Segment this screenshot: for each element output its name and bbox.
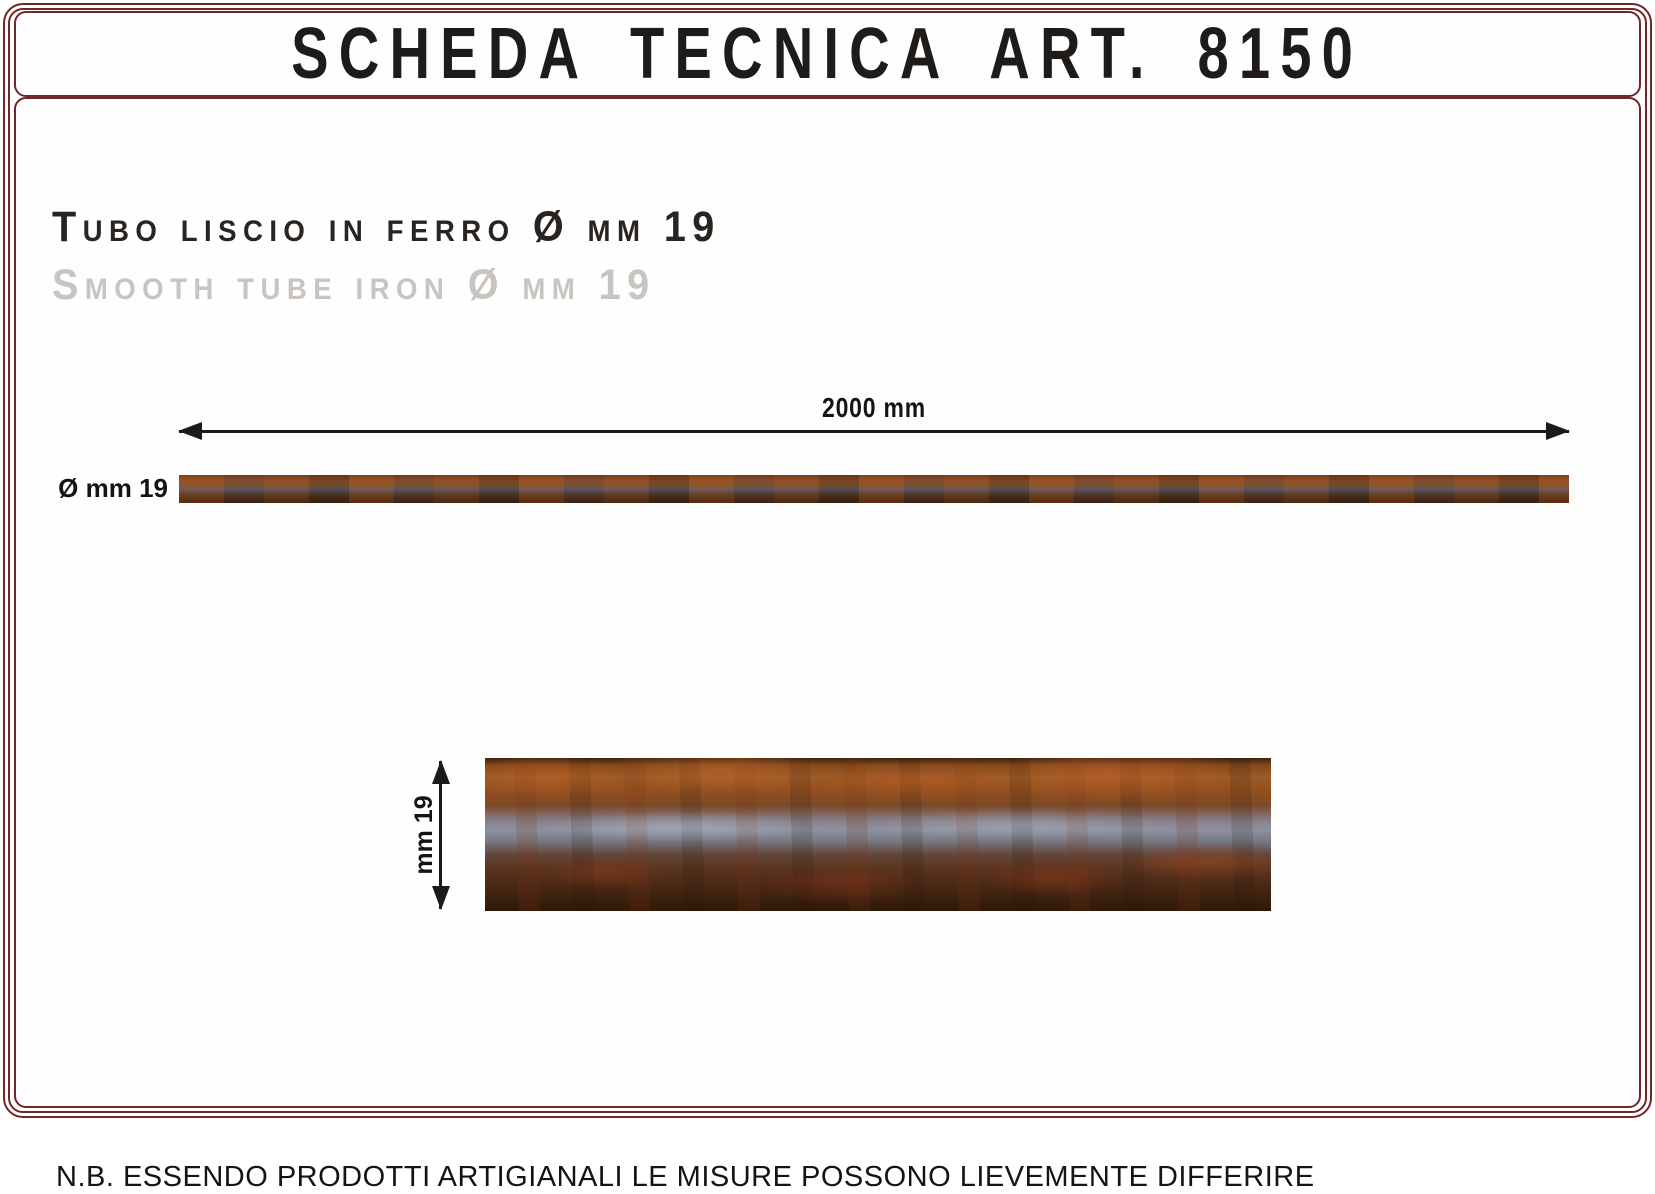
horizontal-dimension-arrow-icon	[179, 430, 1569, 433]
tube-detail-image	[485, 758, 1271, 911]
detail-diameter-label: mm 19	[409, 795, 438, 875]
vertical-dimension-arrow-icon	[439, 761, 442, 909]
length-dimension-label: 2000 mm	[821, 392, 927, 423]
page-title: SCHEDA TECNICA ART. 8150	[291, 14, 1364, 94]
product-title-italian: Tubo liscio in ferro Ø mm 19	[52, 203, 721, 251]
footer-note: N.B. ESSENDO PRODOTTI ARTIGIANALI LE MISURE POSSONO LIEVEMENTE DIFFERIRE	[56, 1161, 1315, 1193]
tube-diameter-label: Ø mm 19	[58, 472, 168, 503]
product-title-english: Smooth tube iron Ø mm 19	[52, 261, 656, 309]
content-area	[14, 97, 1641, 1193]
header-band	[14, 11, 1641, 97]
full-tube-image	[179, 475, 1569, 503]
